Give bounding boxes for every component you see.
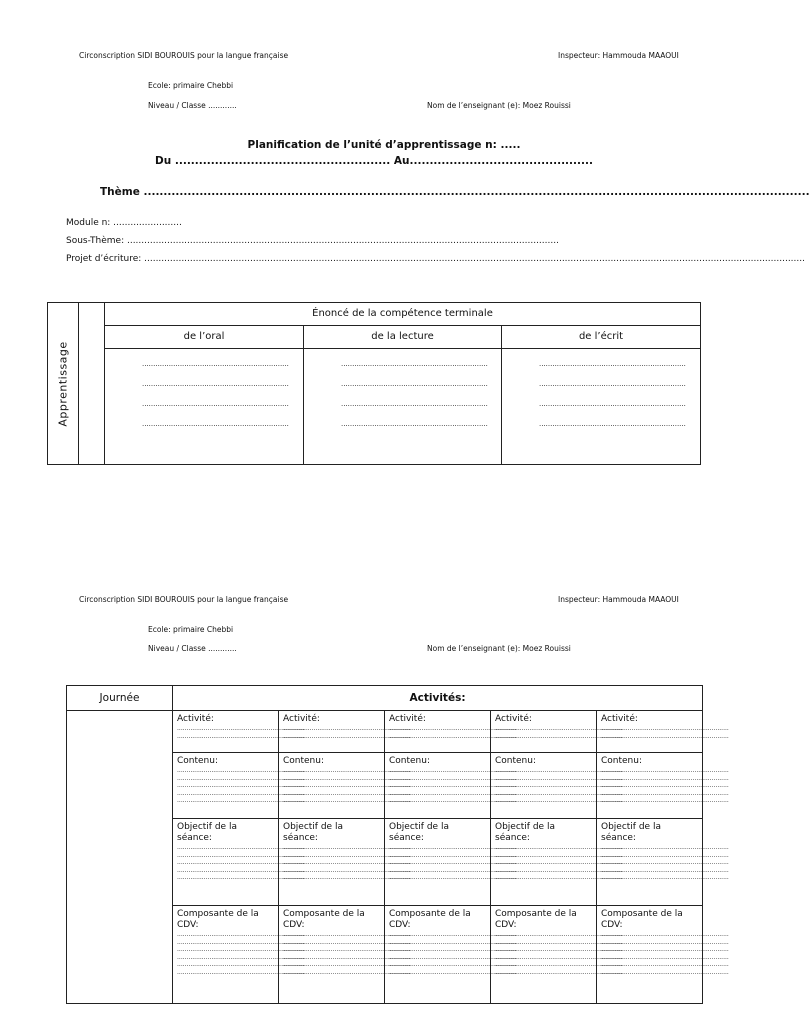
objective-cell: Objectif de la séance: ................................................................... ................................................................... ................................................................... ................................................................... ................................................................... — [173, 819, 279, 906]
fill-line: ................................................................... — [495, 874, 623, 881]
fill-line: ................................................................... — [495, 789, 623, 797]
fill-line: ................................................................... — [177, 797, 305, 804]
cdv-cell: Composante de la CDV: ................................................................... ................................................................... ................................................................... ................................................................... ................................................................... ................................................................... — [173, 906, 279, 1004]
fill-line: ................................................................... — [283, 968, 411, 976]
fill-line: ................................................................... — [389, 774, 517, 782]
fill-line: ................................................................... — [283, 725, 411, 732]
fill-line: ................................................................... — [177, 767, 305, 774]
fill-line: ................................................................... — [177, 844, 305, 851]
fill-line: ................................................................... — [601, 774, 729, 782]
teacher-name: Nom de l’enseignant (e): Moez Rouissi — [427, 644, 571, 653]
fill-line: ................................................................... — [601, 725, 729, 732]
fill-line: .................................................................. — [142, 400, 289, 409]
fill-line: ................................................................... — [283, 782, 411, 789]
fill-line: ................................................................... — [389, 946, 517, 953]
fill-line: ................................................................... — [283, 774, 411, 782]
fill-line: ................................................................... — [389, 968, 517, 976]
cdv-cell: Composante de la CDV: ................................................................... ................................................................... ................................................................... ................................................................... ................................................................... ................................................................... — [491, 906, 597, 1004]
fill-line: ................................................................... — [177, 782, 305, 789]
activities-table — [66, 685, 729, 1004]
fill-line: ................................................................... — [601, 782, 729, 789]
activity-cell: Activité: ................................................................... ................................................................... — [491, 711, 597, 753]
cdv-cell: Composante de la CDV: ................................................................... ................................................................... ................................................................... ................................................................... ................................................................... ................................................................... — [597, 906, 703, 1004]
fill-line: ................................................................... — [283, 866, 411, 874]
fill-line: ................................................................... — [177, 789, 305, 797]
fill-line: ................................................................... — [283, 851, 411, 859]
content-cell: Contenu: ................................................................... ................................................................... ................................................................... ................................................................... ................................................................... — [597, 753, 703, 819]
content-cell: Contenu: ................................................................... ................................................................... ................................................................... ................................................................... ................................................................... — [279, 753, 385, 819]
fill-line: .................................................................. — [539, 360, 686, 369]
activity-cell: Activité: ................................................................... ................................................................... — [173, 711, 279, 753]
header-right: Inspecteur: Hammouda MAAOUI — [558, 595, 679, 604]
fill-line: ................................................................... — [283, 953, 411, 961]
col-ecrit: de l’écrit — [502, 326, 701, 349]
fill-line: ................................................................... — [601, 953, 729, 961]
fill-line: ................................................................... — [177, 725, 305, 732]
fill-line: ................................................................... — [601, 797, 729, 804]
fill-line: ................................................................... — [177, 732, 305, 740]
fill-line: ................................................................... — [495, 953, 623, 961]
header-left: Circonscription SIDI BOUROUIS pour la langue française — [79, 51, 289, 60]
fill-line: ................................................................... — [283, 789, 411, 797]
oral-fill-cell — [105, 349, 304, 465]
fill-line: ................................................................... — [601, 767, 729, 774]
fill-line: ................................................................... — [389, 789, 517, 797]
competence-header: Énoncé de la compétence terminale — [105, 303, 701, 326]
fill-line: ................................................................... — [601, 859, 729, 866]
content-cell: Contenu: ................................................................... ................................................................... ................................................................... ................................................................... ................................................................... — [491, 753, 597, 819]
fill-line: ................................................................... — [495, 961, 623, 968]
activity-cell: Activité: ................................................................... ................................................................... — [279, 711, 385, 753]
school-name: Ecole: primaire Chebbi — [148, 625, 234, 634]
fill-line: ................................................................... — [601, 874, 729, 881]
objective-cell: Objectif de la séance: ................................................................... ................................................................... ................................................................... ................................................................... ................................................................... — [385, 819, 491, 906]
unit-title: Planification de l’unité d’apprentissage n: ..... — [247, 139, 521, 151]
fill-line: ................................................................... — [283, 931, 411, 938]
subtheme-line: Sous-Thème: ....................................................................................................................................................... — [66, 236, 559, 246]
fill-line: ................................................................... — [283, 961, 411, 968]
activities-header: Activités: — [173, 686, 703, 711]
fill-line: ................................................................... — [495, 851, 623, 859]
fill-line: .................................................................. — [341, 360, 488, 369]
fill-line: ................................................................... — [283, 874, 411, 881]
fill-line: ................................................................... — [495, 866, 623, 874]
fill-line: ................................................................... — [389, 874, 517, 881]
fill-line: .................................................................. — [539, 420, 686, 429]
objective-cell: Objectif de la séance: ................................................................... ................................................................... ................................................................... ................................................................... ................................................................... — [279, 819, 385, 906]
fill-line: ................................................................... — [177, 874, 305, 881]
cdv-cell: Composante de la CDV: ................................................................... ................................................................... ................................................................... ................................................................... ................................................................... ................................................................... — [279, 906, 385, 1004]
fill-line: ................................................................... — [283, 859, 411, 866]
fill-line: ................................................................... — [495, 782, 623, 789]
fill-line: ................................................................... — [495, 938, 623, 946]
cdv-cell: Composante de la CDV: ................................................................... ................................................................... ................................................................... ................................................................... ................................................................... ................................................................... — [385, 906, 491, 1004]
fill-line: ................................................................... — [177, 946, 305, 953]
school-name: Ecole: primaire Chebbi — [148, 81, 234, 90]
level-class: Niveau / Classe ............ — [148, 101, 237, 110]
content-cell: Contenu: ................................................................... ................................................................... ................................................................... ................................................................... ................................................................... — [385, 753, 491, 819]
fill-line: ................................................................... — [601, 968, 729, 976]
header-left: Circonscription SIDI BOUROUIS pour la langue française — [79, 595, 289, 604]
fill-line: ................................................................... — [283, 938, 411, 946]
fill-line: ................................................................... — [389, 938, 517, 946]
col-lecture: de la lecture — [304, 326, 502, 349]
fill-line: ................................................................... — [495, 844, 623, 851]
fill-line: ................................................................... — [177, 968, 305, 976]
fill-line: ................................................................... — [283, 732, 411, 740]
writing-project-line: Projet d’écriture: ....................................................................................................................................................................................................................................... — [66, 254, 805, 264]
unit-dates: Du ...................................................... Au.............................................. — [155, 155, 593, 167]
fill-line: ................................................................... — [283, 844, 411, 851]
fill-line: .................................................................. — [341, 400, 488, 409]
header-right: Inspecteur: Hammouda MAAOUI — [558, 51, 679, 60]
fill-line: .................................................................. — [341, 380, 488, 389]
journee-cell — [67, 711, 173, 1004]
fill-line: ................................................................... — [495, 968, 623, 976]
fill-line: ................................................................... — [495, 774, 623, 782]
fill-line: ................................................................... — [389, 732, 517, 740]
fill-line: ................................................................... — [177, 931, 305, 938]
fill-line: .................................................................. — [142, 420, 289, 429]
fill-line: ................................................................... — [177, 961, 305, 968]
content-cell: Contenu: ................................................................... ................................................................... ................................................................... ................................................................... ................................................................... — [173, 753, 279, 819]
fill-line: ................................................................... — [601, 789, 729, 797]
objective-cell: Objectif de la séance: ................................................................... ................................................................... ................................................................... ................................................................... ................................................................... — [597, 819, 703, 906]
fill-line: ................................................................... — [177, 938, 305, 946]
fill-line: ................................................................... — [389, 851, 517, 859]
fill-line: ................................................................... — [389, 866, 517, 874]
side-label: Apprentissage — [56, 340, 70, 427]
fill-line: ................................................................... — [495, 931, 623, 938]
fill-line: ................................................................... — [495, 946, 623, 953]
level-class: Niveau / Classe ............ — [148, 644, 237, 653]
fill-line: ................................................................... — [389, 767, 517, 774]
fill-line: .................................................................. — [341, 420, 488, 429]
fill-line: ................................................................... — [389, 953, 517, 961]
fill-line: .................................................................. — [539, 400, 686, 409]
fill-line: ................................................................... — [177, 859, 305, 866]
fill-line: .................................................................. — [142, 360, 289, 369]
blank-column — [79, 303, 105, 465]
objective-cell: Objectif de la séance: ................................................................... ................................................................... ................................................................... ................................................................... ................................................................... — [491, 819, 597, 906]
fill-line: ................................................................... — [495, 859, 623, 866]
activity-cell: Activité: ................................................................... ................................................................... — [597, 711, 703, 753]
fill-line: ................................................................... — [389, 725, 517, 732]
fill-line: ................................................................... — [601, 844, 729, 851]
fill-line: ................................................................... — [389, 782, 517, 789]
fill-line: ................................................................... — [177, 953, 305, 961]
fill-line: ................................................................... — [495, 767, 623, 774]
fill-line: ................................................................... — [177, 851, 305, 859]
fill-line: ................................................................... — [601, 938, 729, 946]
fill-line: ................................................................... — [389, 797, 517, 804]
fill-line: ................................................................... — [283, 797, 411, 804]
col-oral: de l’oral — [105, 326, 304, 349]
side-label-cell — [48, 303, 79, 465]
competence-table — [47, 302, 701, 465]
fill-line: ................................................................... — [389, 844, 517, 851]
fill-line: ................................................................... — [283, 767, 411, 774]
fill-line: ................................................................... — [601, 732, 729, 740]
lecture-fill-cell — [304, 349, 502, 465]
fill-line: ................................................................... — [389, 859, 517, 866]
fill-line: ................................................................... — [601, 946, 729, 953]
fill-line: ................................................................... — [601, 931, 729, 938]
activity-cell: Activité: ................................................................... ................................................................... — [385, 711, 491, 753]
fill-line: ................................................................... — [601, 961, 729, 968]
ecrit-fill-cell — [502, 349, 701, 465]
fill-line: ................................................................... — [601, 851, 729, 859]
fill-line: ................................................................... — [601, 866, 729, 874]
fill-line: ................................................................... — [495, 725, 623, 732]
fill-line: ................................................................... — [177, 774, 305, 782]
fill-line: ................................................................... — [495, 797, 623, 804]
fill-line: ................................................................... — [389, 961, 517, 968]
fill-line: ................................................................... — [283, 946, 411, 953]
fill-line: .................................................................. — [539, 380, 686, 389]
fill-line: ................................................................... — [389, 931, 517, 938]
module-line: Module n: ........................ — [66, 218, 182, 228]
theme-line: Thème ....................................................................................................................................................................... — [100, 186, 810, 198]
fill-line: .................................................................. — [142, 380, 289, 389]
teacher-name: Nom de l’enseignant (e): Moez Rouissi — [427, 101, 571, 110]
journee-header: Journée — [67, 686, 173, 711]
fill-line: ................................................................... — [177, 866, 305, 874]
fill-line: ................................................................... — [495, 732, 623, 740]
